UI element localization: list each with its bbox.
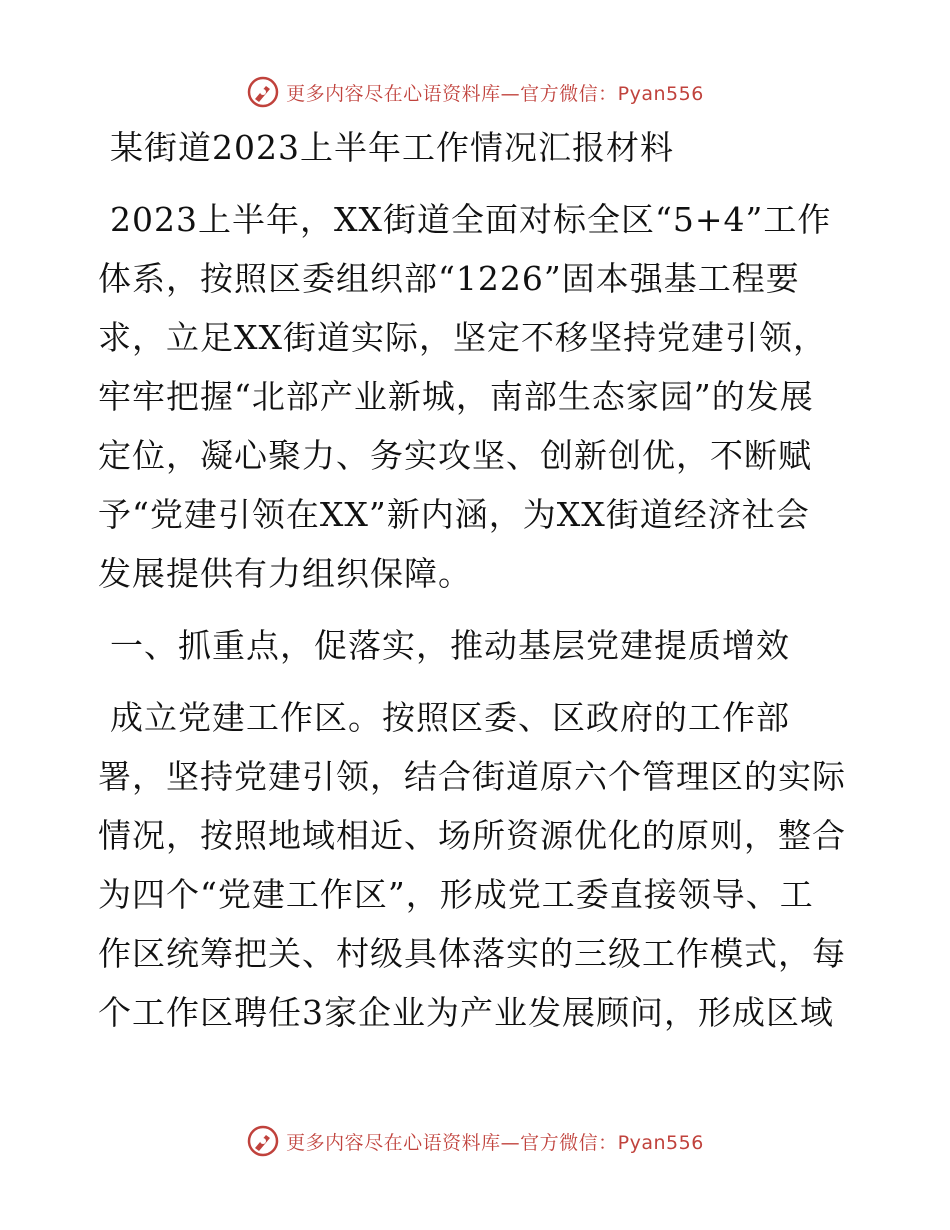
paragraph-line: 求，立足XX街道实际，坚定不移坚持党建引领，	[98, 318, 827, 357]
paragraph-line: 署，坚持党建引领，结合街道原六个管理区的实际	[98, 757, 846, 796]
paragraph-line: 牢牢把握“北部产业新城，南部生态家园”的发展	[98, 377, 814, 416]
red-circle-pen-logo-icon	[246, 1124, 280, 1158]
red-circle-pen-logo-icon	[246, 75, 280, 109]
paragraph-line: 予“党建引领在XX”新内涵，为XX街道经济社会	[98, 495, 810, 534]
paragraph-line: 作区统筹把关、村级具体落实的三级工作模式，每	[98, 934, 846, 973]
document-body	[98, 118, 850, 1042]
document-title: 某街道2023上半年工作情况汇报材料	[110, 128, 674, 167]
watermark-footer	[0, 1121, 950, 1161]
paragraph-line: 发展提供有力组织保障。	[98, 554, 472, 593]
section-heading: 一、抓重点，促落实，推动基层党建提质增效	[110, 626, 790, 665]
paragraph-line: 个工作区聘任3家企业为产业发展顾问，形成区域	[98, 993, 834, 1032]
paragraph-line: 成立党建工作区。按照区委、区政府的工作部	[110, 698, 790, 737]
watermark-header	[0, 72, 950, 112]
paragraph-line: 体系，按照区委组织部“1226”固本强基工程要	[98, 259, 800, 298]
watermark-text: 更多内容尽在心语资料库—官方微信：Pyan556	[286, 82, 704, 105]
paragraph-line: 情况，按照地域相近、场所资源优化的原则，整合	[98, 816, 846, 855]
paragraph-line: 2023上半年，XX街道全面对标全区“5+4”工作	[110, 200, 832, 239]
paragraph-line: 定位，凝心聚力、务实攻坚、创新创优，不断赋	[98, 436, 812, 475]
paragraph-line: 为四个“党建工作区”，形成党工委直接领导、工	[98, 875, 814, 914]
watermark-text: 更多内容尽在心语资料库—官方微信：Pyan556	[286, 1131, 704, 1154]
paragraph-2	[98, 688, 850, 1042]
paragraph-1	[98, 190, 850, 603]
